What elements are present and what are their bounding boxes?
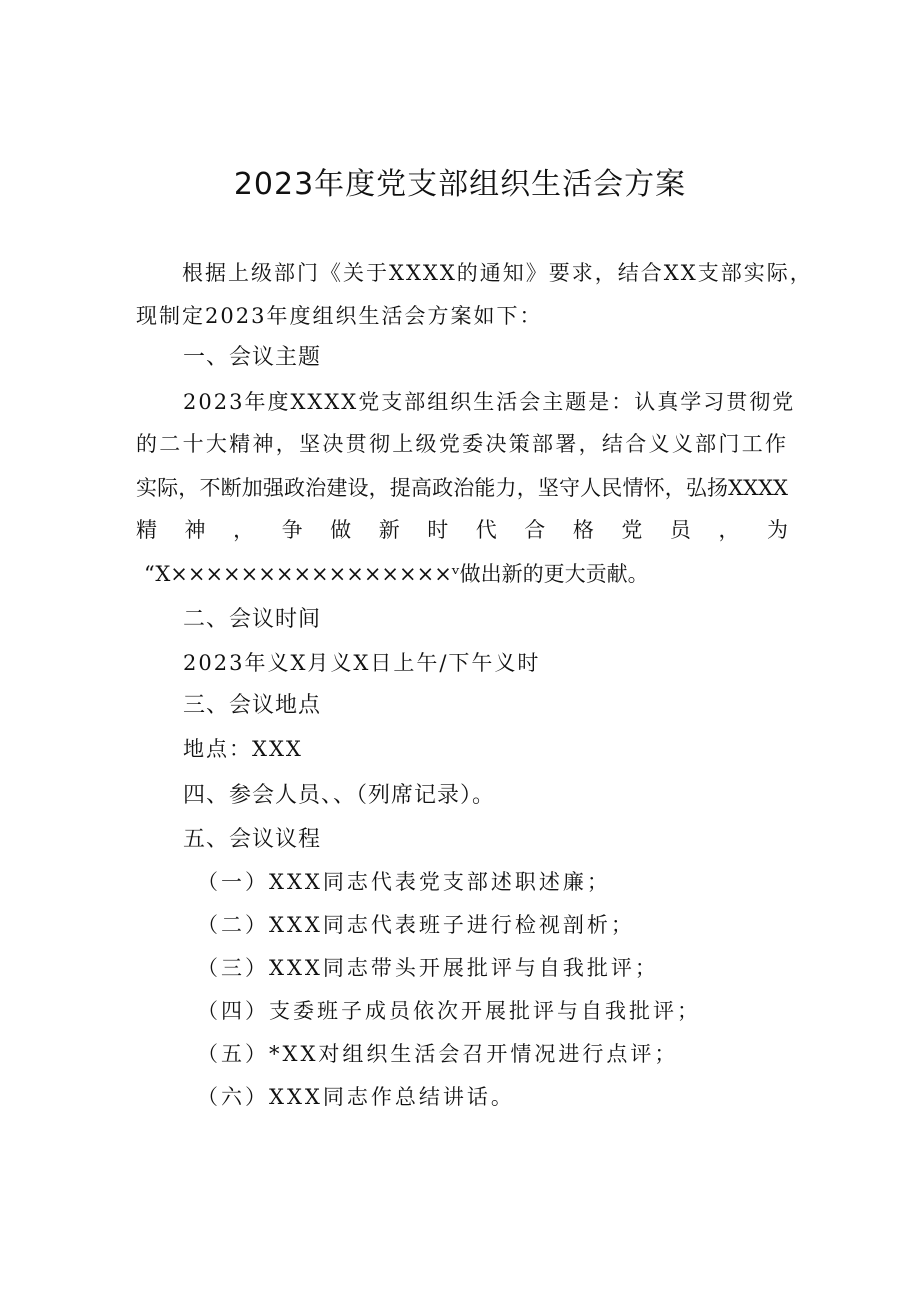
intro-line-1: 根据上级部门《关于XXXX的通知》要求，结合XX支部实际， (182, 261, 813, 285)
theme-line-1: 2023年度XXXX党支部组织生活会主题是：认真学习贯彻党 (183, 390, 796, 414)
section-heading-theme: 一、会议主题 (183, 345, 322, 370)
agenda-item: （五）*XX对组织生活会召开情况进行点评； (197, 1042, 679, 1066)
meeting-location: 地点：XXX (183, 737, 303, 761)
theme-line-2: 的二十大精神，坚决贯彻上级党委决策部署，结合义义部门工作 (136, 432, 788, 456)
section-heading-attendees: 四、参会人员、、（列席记录）。 (183, 783, 496, 808)
meeting-time: 2023年义X月义X日上午/下午义时 (183, 651, 541, 675)
agenda-item: （六）XXX同志作总结讲话。 (197, 1085, 515, 1109)
agenda-item: （三）XXX同志带头开展批评与自我批评； (197, 956, 659, 980)
agenda-item: （四）支委班子成员依次开展批评与自我批评； (197, 999, 701, 1023)
agenda-item: （一）XXX同志代表党支部述职述廉； (197, 870, 611, 894)
intro-line-2: 现制定2023年度组织生活会方案如下： (136, 304, 543, 328)
theme-line-3: 实际，不断加强政治建设，提高政治能力，坚守人民情怀，弘扬XXXX (136, 476, 788, 500)
section-heading-time: 二、会议时间 (183, 607, 322, 632)
section-heading-location: 三、会议地点 (183, 693, 322, 718)
theme-line-4: 精 神 ， 争 做 新 时 代 合 格 党 员 ， 为 (136, 518, 788, 542)
agenda-item: （二）XXX同志代表班子进行检视剖析； (197, 913, 635, 937)
theme-line-5: “X××××××××××××××××ᵛ做出新的更大贡献。 (144, 562, 649, 586)
section-heading-agenda: 五、会议议程 (183, 827, 322, 852)
document-title: 2023年度党支部组织生活会方案 (233, 167, 687, 202)
